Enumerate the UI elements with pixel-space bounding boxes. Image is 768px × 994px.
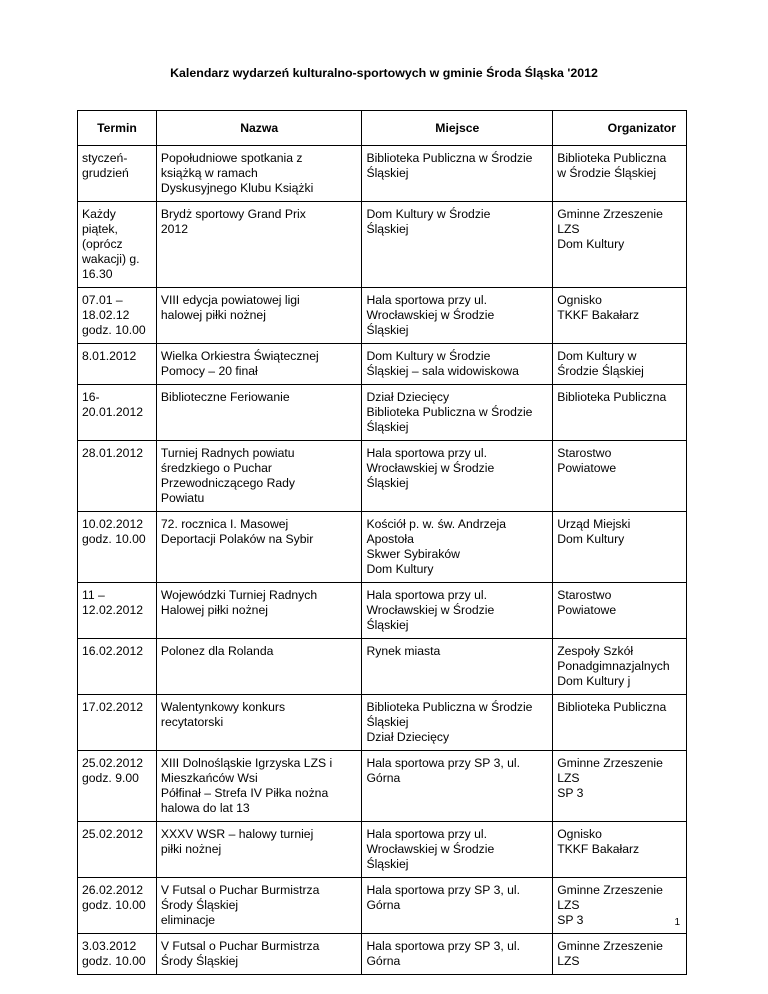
miejsce-line: Apostoła: [366, 532, 414, 546]
organizator-line: Biblioteka Publiczna: [557, 151, 667, 165]
cell-termin: [78, 934, 157, 975]
nazwa-line: Halowej piłki nożnej: [160, 603, 268, 617]
organizator-line: SP 3: [557, 913, 584, 927]
nazwa-line: halowej piłki nożnej: [160, 308, 266, 322]
cell-organizator: [553, 512, 687, 583]
nazwa-line: V Futsal o Puchar Burmistrza: [160, 883, 320, 897]
nazwa-line: Pomocy – 20 finał: [160, 364, 258, 378]
miejsce-line: Hala sportowa przy ul.: [366, 293, 488, 307]
cell-nazwa: [156, 751, 362, 822]
cell-termin: [78, 639, 157, 695]
termin-line: 16.30: [82, 267, 113, 281]
termin-line: 07.01 –: [82, 293, 123, 307]
cell-termin: [78, 695, 157, 751]
cell-organizator: [553, 934, 687, 975]
termin-line: 11 –: [82, 588, 105, 602]
miejsce-line: Biblioteka Publiczna w Środzie: [366, 405, 533, 419]
table-row: [78, 695, 687, 751]
organizator-line: Dom Kultury: [557, 532, 625, 546]
cell-organizator: [553, 695, 687, 751]
miejsce-line: Hala sportowa przy SP 3, ul.: [366, 883, 520, 897]
organizator-line: w Środzie Śląskiej: [557, 166, 657, 180]
organizator-line: LZS: [557, 771, 580, 785]
cell-miejsce: [362, 202, 553, 288]
cell-miejsce: [362, 385, 553, 441]
organizator-line: Biblioteka Publiczna: [557, 390, 667, 404]
termin-line: wakacji) g.: [82, 252, 140, 266]
table-row: [78, 512, 687, 583]
miejsce-line: Dział Dziecięcy: [366, 390, 450, 404]
miejsce-line: Dom Kultury: [366, 562, 434, 576]
organizator-line: SP 3: [557, 786, 584, 800]
organizator-line: Starostwo: [557, 446, 612, 460]
miejsce-line: Śląskiej: [366, 476, 409, 490]
cell-termin: [78, 441, 157, 512]
miejsce-line: Biblioteka Publiczna w Środzie: [366, 151, 533, 165]
termin-line: 8.01.2012: [82, 349, 137, 363]
miejsce-line: Biblioteka Publiczna w Środzie: [366, 700, 533, 714]
nazwa-line: XIII Dolnośląskie Igrzyska LZS i: [160, 756, 333, 770]
nazwa-line: Polonez dla Rolanda: [160, 644, 274, 658]
nazwa-line: eliminacje: [160, 913, 216, 927]
cell-miejsce: [362, 695, 553, 751]
cell-termin: [78, 822, 157, 878]
nazwa-line: średzkiego o Puchar: [160, 461, 272, 475]
organizator-line: Biblioteka Publiczna: [557, 700, 667, 714]
termin-line: 25.02.2012: [82, 756, 143, 770]
miejsce-line: Śląskiej: [366, 420, 409, 434]
cell-organizator: [553, 822, 687, 878]
miejsce-line: Górna: [366, 771, 401, 785]
cell-nazwa: [156, 441, 362, 512]
cell-organizator: [553, 878, 687, 934]
cell-nazwa: [156, 344, 362, 385]
nazwa-line: Deportacji Polaków na Sybir: [160, 532, 314, 546]
miejsce-line: Górna: [366, 954, 401, 968]
table-row: [78, 822, 687, 878]
miejsce-line: Śląskiej: [366, 222, 409, 236]
organizator-line: LZS: [557, 898, 580, 912]
termin-line: 20.01.2012: [82, 405, 143, 419]
cell-nazwa: [156, 639, 362, 695]
cell-organizator: [553, 288, 687, 344]
table-row: [78, 288, 687, 344]
organizator-line: Ognisko: [557, 827, 602, 841]
organizator-line: Ponadgimnazjalnych: [557, 659, 670, 673]
cell-termin: [78, 202, 157, 288]
miejsce-line: Skwer Sybiraków: [366, 547, 460, 561]
miejsce-line: Hala sportowa przy ul.: [366, 588, 488, 602]
miejsce-line: Rynek miasta: [366, 644, 441, 658]
termin-line: 28.01.2012: [82, 446, 143, 460]
nazwa-line: książką w ramach: [160, 166, 258, 180]
nazwa-line: Walentynkowy konkurs: [160, 700, 286, 714]
nazwa-line: Popołudniowe spotkania z: [160, 151, 303, 165]
miejsce-line: Wrocławskiej w Środzie: [366, 308, 495, 322]
nazwa-line: Wojewódzki Turniej Radnych: [160, 588, 318, 602]
nazwa-line: Powiatu: [160, 491, 205, 505]
organizator-line: Gminne Zrzeszenie: [557, 207, 663, 221]
cell-organizator: [553, 751, 687, 822]
termin-line: godz. 10.00: [82, 532, 146, 546]
cell-nazwa: [156, 385, 362, 441]
cell-nazwa: [156, 202, 362, 288]
miejsce-line: Górna: [366, 898, 401, 912]
miejsce-line: Dom Kultury w Środzie: [366, 207, 491, 221]
miejsce-line: Śląskiej: [366, 715, 409, 729]
cell-miejsce: [362, 751, 553, 822]
cell-miejsce: [362, 934, 553, 975]
organizator-line: Dom Kultury: [557, 237, 625, 251]
header-termin: Termin: [78, 111, 157, 146]
miejsce-line: Dział Dziecięcy: [366, 730, 450, 744]
cell-nazwa: [156, 695, 362, 751]
nazwa-line: Brydż sportowy Grand Prix: [160, 207, 306, 221]
events-table: [77, 110, 687, 975]
miejsce-line: Śląskiej – sala widowiskowa: [366, 364, 519, 378]
termin-line: 12.02.2012: [82, 603, 143, 617]
organizator-line: Powiatowe: [557, 603, 617, 617]
cell-nazwa: [156, 512, 362, 583]
nazwa-line: Środy Śląskiej: [160, 898, 239, 912]
organizator-line: Ognisko: [557, 293, 602, 307]
table-row: [78, 385, 687, 441]
cell-miejsce: [362, 512, 553, 583]
cell-nazwa: [156, 146, 362, 202]
table-row: [78, 639, 687, 695]
cell-termin: [78, 512, 157, 583]
organizator-line: Gminne Zrzeszenie: [557, 756, 663, 770]
organizator-line: Zespoły Szkół: [557, 644, 634, 658]
cell-organizator: [553, 583, 687, 639]
organizator-line: TKKF Bakałarz: [557, 842, 640, 856]
header-miejsce: Miejsce: [362, 111, 553, 146]
table-row: [78, 934, 687, 975]
table-row: [78, 146, 687, 202]
header-nazwa: Nazwa: [156, 111, 362, 146]
cell-nazwa: [156, 822, 362, 878]
nazwa-line: Środy Śląskiej: [160, 954, 239, 968]
cell-nazwa: [156, 934, 362, 975]
cell-termin: [78, 751, 157, 822]
miejsce-line: Kościół p. w. św. Andrzeja: [366, 517, 507, 531]
header-organizator: Organizator: [553, 111, 687, 146]
organizator-line: LZS: [557, 954, 580, 968]
miejsce-line: Hala sportowa przy ul.: [366, 446, 488, 460]
termin-line: godz. 10.00: [82, 898, 146, 912]
cell-termin: [78, 878, 157, 934]
organizator-line: Urząd Miejski: [557, 517, 631, 531]
cell-organizator: [553, 344, 687, 385]
termin-line: 3.03.2012: [82, 939, 137, 953]
cell-organizator: [553, 146, 687, 202]
cell-organizator: [553, 385, 687, 441]
termin-line: godz. 9.00: [82, 771, 139, 785]
termin-line: (oprócz: [82, 237, 123, 251]
miejsce-line: Śląskiej: [366, 857, 409, 871]
nazwa-line: recytatorski: [160, 715, 224, 729]
termin-line: 16-: [82, 390, 100, 404]
cell-termin: [78, 344, 157, 385]
organizator-line: Środzie Śląskiej: [557, 364, 644, 378]
termin-line: 25.02.2012: [82, 827, 143, 841]
cell-termin: [78, 385, 157, 441]
cell-miejsce: [362, 146, 553, 202]
nazwa-line: 2012: [160, 222, 189, 236]
termin-line: 16.02.2012: [82, 644, 143, 658]
cell-nazwa: [156, 878, 362, 934]
miejsce-line: Hala sportowa przy SP 3, ul.: [366, 756, 520, 770]
organizator-line: Gminne Zrzeszenie: [557, 883, 663, 897]
page-number: 1: [674, 917, 680, 928]
cell-termin: [78, 146, 157, 202]
cell-nazwa: [156, 583, 362, 639]
table-row: [78, 344, 687, 385]
miejsce-line: Śląskiej: [366, 618, 409, 632]
nazwa-line: piłki nożnej: [160, 842, 222, 856]
nazwa-line: Biblioteczne Feriowanie: [160, 390, 290, 404]
nazwa-line: Turniej Radnych powiatu: [160, 446, 295, 460]
termin-line: 10.02.2012: [82, 517, 143, 531]
organizator-line: Starostwo: [557, 588, 612, 602]
miejsce-line: Hala sportowa przy ul.: [366, 827, 488, 841]
table-row: [78, 878, 687, 934]
nazwa-line: Dyskusyjnego Klubu Książki: [160, 181, 314, 195]
cell-termin: [78, 583, 157, 639]
termin-line: 18.02.12: [82, 308, 130, 322]
cell-miejsce: [362, 822, 553, 878]
miejsce-line: Wrocławskiej w Środzie: [366, 461, 495, 475]
organizator-line: Dom Kultury j: [557, 674, 631, 688]
table-row: [78, 441, 687, 512]
nazwa-line: Przewodniczącego Rady: [160, 476, 296, 490]
nazwa-line: XXXV WSR – halowy turniej: [160, 827, 314, 841]
organizator-line: LZS: [557, 222, 580, 236]
nazwa-line: Półfinał – Strefa IV Piłka nożna: [160, 786, 329, 800]
miejsce-line: Hala sportowa przy SP 3, ul.: [366, 939, 520, 953]
table-row: [78, 202, 687, 288]
termin-line: styczeń-: [82, 151, 128, 165]
termin-line: Każdy: [82, 207, 116, 221]
organizator-line: TKKF Bakałarz: [557, 308, 640, 322]
cell-miejsce: [362, 878, 553, 934]
termin-line: 17.02.2012: [82, 700, 143, 714]
termin-line: godz. 10.00: [82, 954, 146, 968]
organizator-line: Dom Kultury w: [557, 349, 637, 363]
miejsce-line: Dom Kultury w Środzie: [366, 349, 491, 363]
table-header-row: [78, 111, 687, 146]
table-row: [78, 583, 687, 639]
termin-line: godz. 10.00: [82, 323, 146, 337]
miejsce-line: Śląskiej: [366, 166, 409, 180]
miejsce-line: Wrocławskiej w Środzie: [366, 842, 495, 856]
cell-miejsce: [362, 344, 553, 385]
nazwa-line: Mieszkańców Wsi: [160, 771, 258, 785]
cell-nazwa: [156, 288, 362, 344]
organizator-line: Gminne Zrzeszenie: [557, 939, 663, 953]
cell-termin: [78, 288, 157, 344]
nazwa-line: halowa do lat 13: [160, 801, 250, 815]
cell-miejsce: [362, 441, 553, 512]
termin-line: piątek,: [82, 222, 118, 236]
organizator-line: Powiatowe: [557, 461, 617, 475]
table-row: [78, 751, 687, 822]
nazwa-line: VIII edycja powiatowej ligi: [160, 293, 300, 307]
miejsce-line: Wrocławskiej w Środzie: [366, 603, 495, 617]
miejsce-line: Śląskiej: [366, 323, 409, 337]
cell-organizator: [553, 202, 687, 288]
nazwa-line: V Futsal o Puchar Burmistrza: [160, 939, 320, 953]
cell-organizator: [553, 639, 687, 695]
nazwa-line: 72. rocznica I. Masowej: [160, 517, 289, 531]
nazwa-line: Wielka Orkiestra Świątecznej: [160, 349, 319, 363]
cell-miejsce: [362, 639, 553, 695]
document-title: Kalendarz wydarzeń kulturalno-sportowych w gminie Środa Śląska '2012: [170, 66, 598, 80]
cell-miejsce: [362, 583, 553, 639]
cell-organizator: [553, 441, 687, 512]
termin-line: grudzień: [82, 166, 129, 180]
termin-line: 26.02.2012: [82, 883, 143, 897]
cell-miejsce: [362, 288, 553, 344]
